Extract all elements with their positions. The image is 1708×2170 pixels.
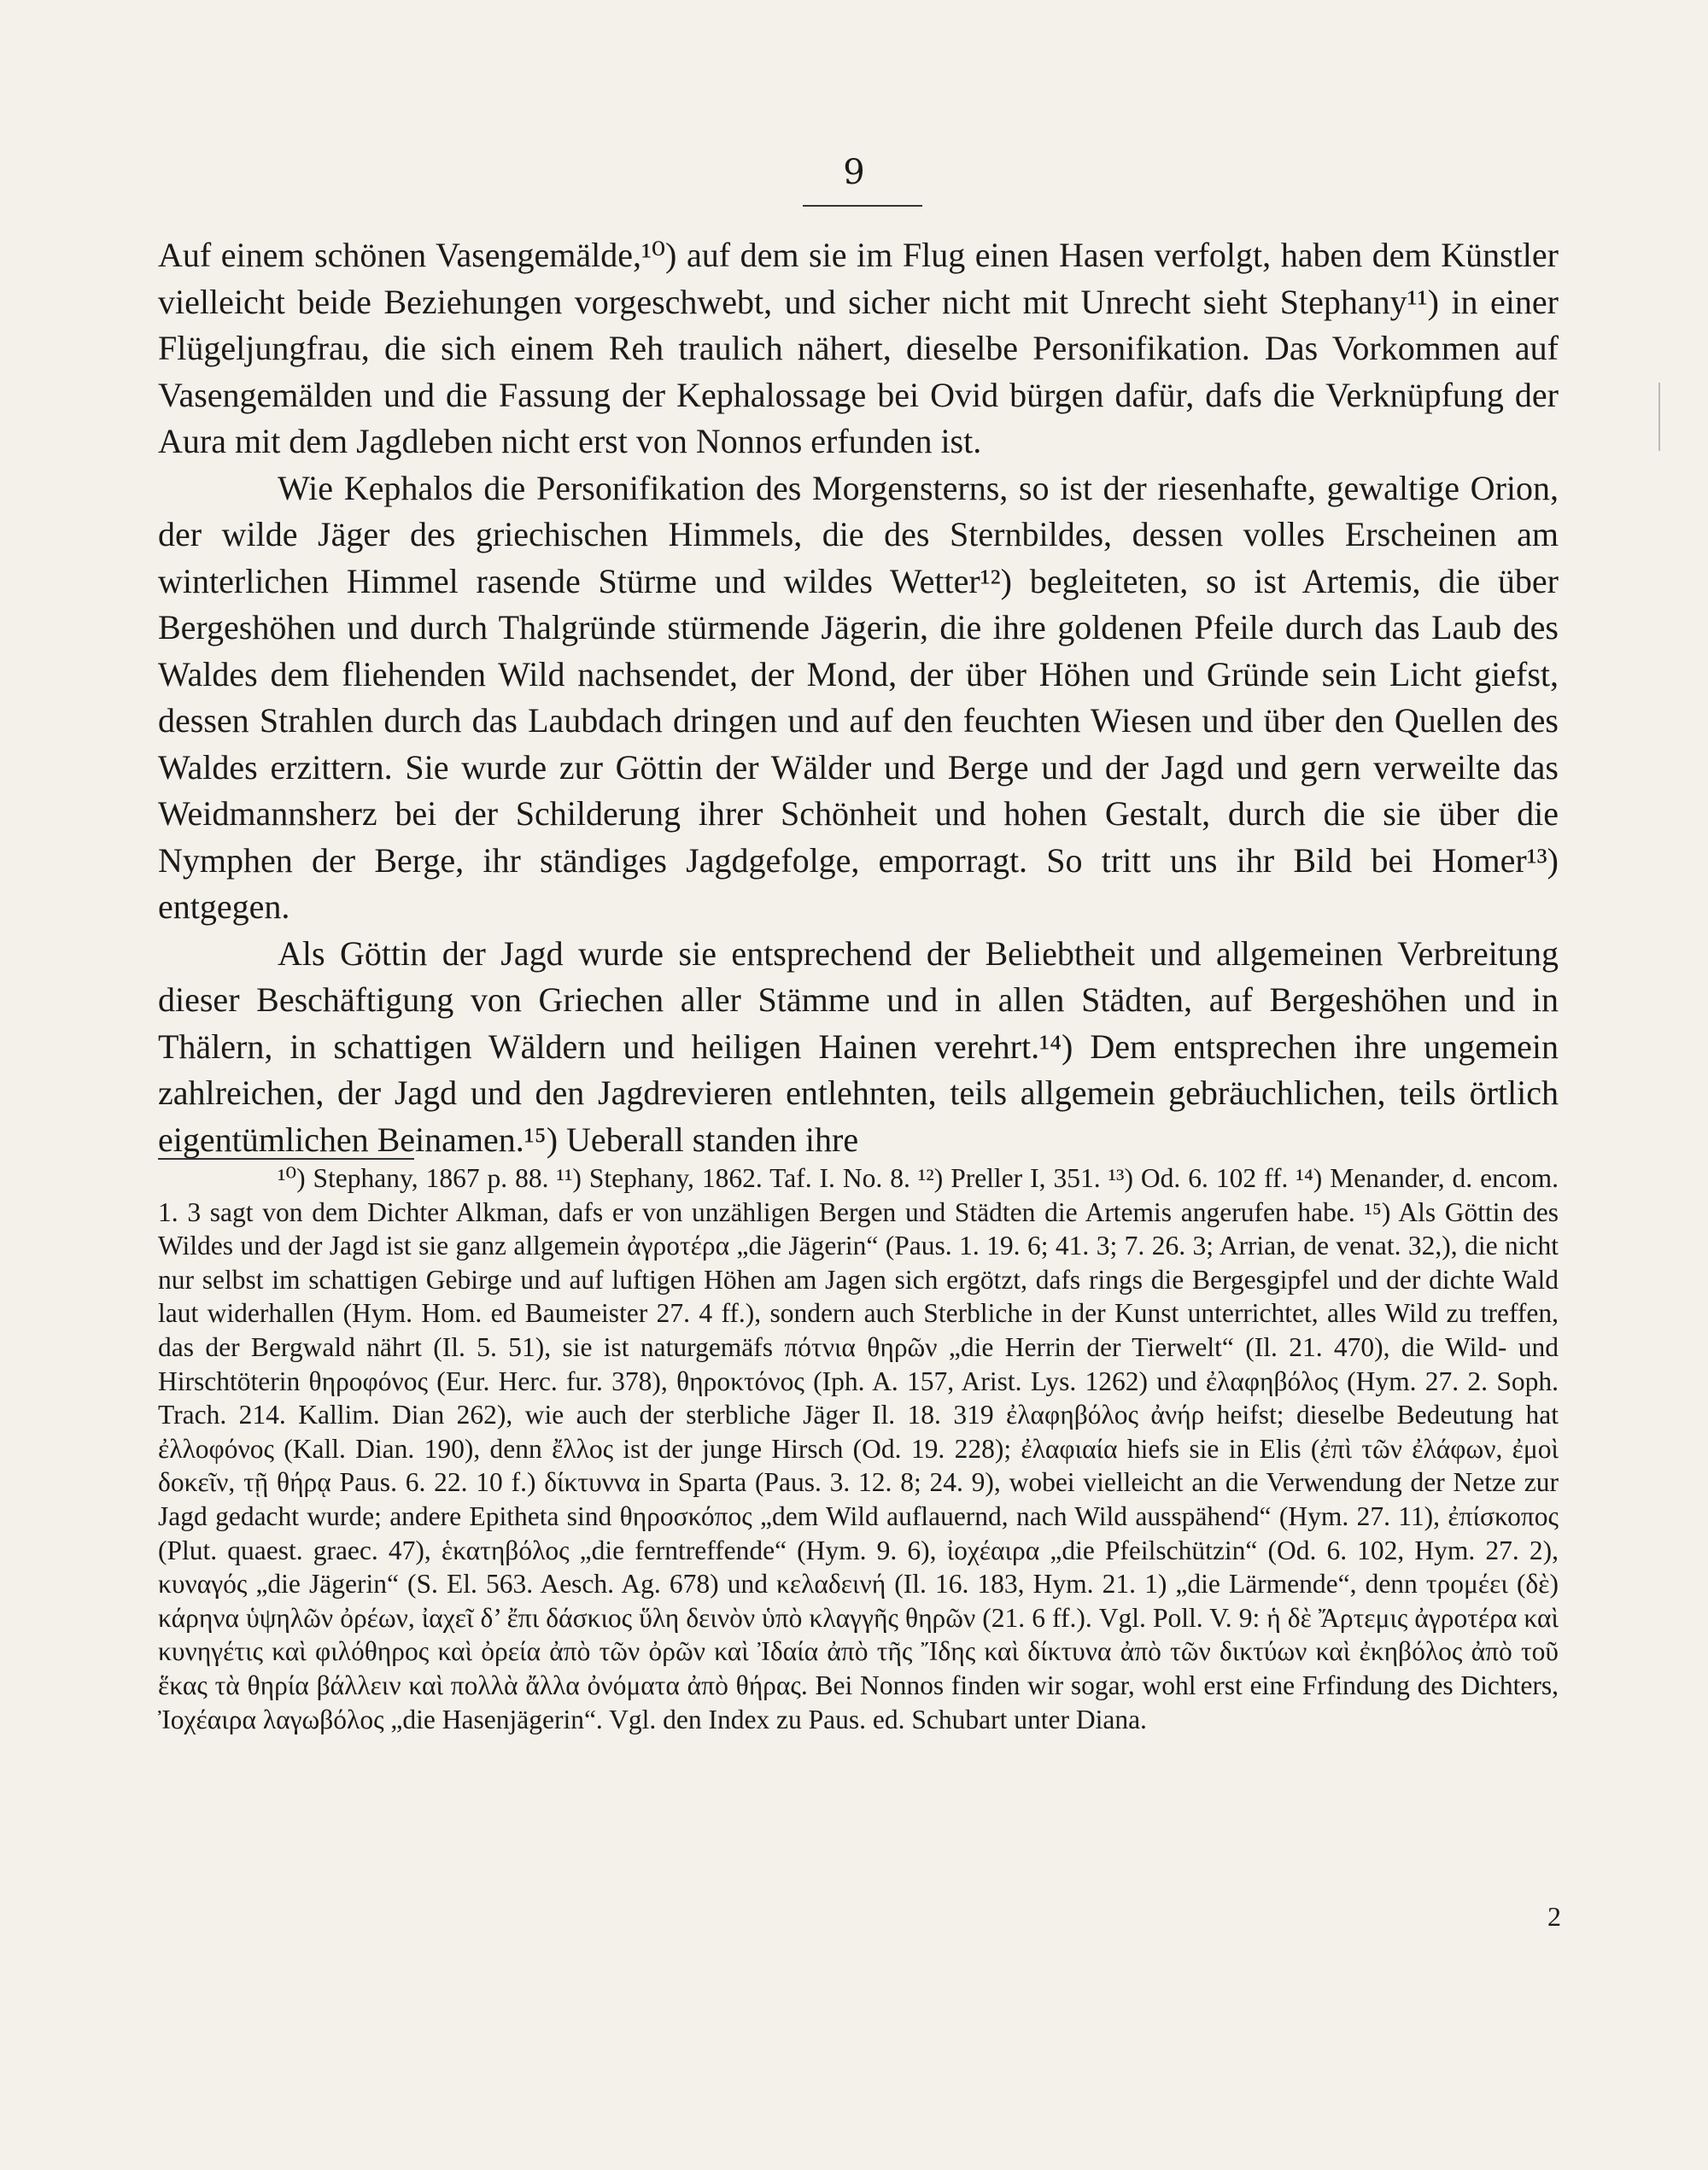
scan-edge-mark [1658, 383, 1660, 451]
paragraph-2: Wie Kephalos die Personifikation des Morgensterns, so ist der riesenhafte, gewaltige Orion, der wilde Jäger des griechischen Himmels, die des Sternbildes, dessen volles Erscheinen am winterlichen Himmel rasende Stürme und wildes Wetter¹²) begleiteten, so ist Artemis, die über Bergeshöhen und durch Thalgründe stürmende Jägerin, die ihre goldenen Pfeile durch das Laub des Waldes dem fliehenden Wild nachsendet, der Mond, der über Höhen und Gründe sein Licht giefst, dessen Strahlen durch das Laubdach dringen und auf den feuchten Wiesen und über den Quellen des Waldes erzittern. Sie wurde zur Göttin der Wälder und Berge und der Jagd und gern verweilte das Weidmannsherz bei der Schilderung ihrer Schönheit und hohen Gestalt, durch die sie über die Nymphen der Berge, ihr ständiges Jagdgefolge, emporragt. So tritt uns ihr Bild bei Homer¹³) entgegen. [158, 468, 1559, 926]
signature-mark: 2 [1547, 1901, 1561, 1932]
main-text [158, 232, 1559, 1163]
footnote-separator [158, 1158, 414, 1160]
paragraph-3: Als Göttin der Jagd wurde sie entsprechend der Beliebtheit und allgemeinen Verbreitung dieser Beschäftigung von Griechen aller Stämme und in allen Städten, auf Bergeshöhen und in Thälern, in schattigen Wäldern und heiligen Hainen verehrt.¹⁴) Dem entsprechen ihre ungemein zahlreichen, der Jagd und den Jagdrevieren entlehnten, teils allgemein gebräuchlichen, teils örtlich eigentümlichen Beinamen.¹⁵) Ueberall standen ihre [158, 933, 1559, 1159]
paragraph-1: Auf einem schönen Vasengemälde,¹⁰) auf dem sie im Flug einen Hasen verfolgt, haben dem Künstler vielleicht beide Beziehungen vorgeschwebt, und sicher nicht mit Unrecht sieht Stephany¹¹) in einer Flügeljungfrau, die sich einem Reh traulich nähert, dieselbe Personifikation. Das Vorkommen auf Vasengemälden und die Fassung der Kephalossage bei Ovid bürgen dafür, dafs die Verknüpfung der Aura mit dem Jagdleben nicht erst von Nonnos erfunden ist. [158, 236, 1559, 460]
page-number-rule [803, 205, 922, 207]
footnotes [158, 1161, 1559, 1736]
footnote-block: ¹⁰) Stephany, 1867 p. 88. ¹¹) Stephany, 1862. Taf. I. No. 8. ¹²) Preller I, 351. ¹³) Od. 6. 102 ff. ¹⁴) Menander, d. encom. 1. 3 sagt von dem Dichter Alkman, dafs er von unzähligen Bergen und Städten die Artemis angerufen habe. ¹⁵) Als Göttin des Wildes und der Jagd ist sie ganz allgemein ἀγροτέρα „die Jägerin“ (Paus. 1. 19. 6; 41. 3; 7. 26. 3; Arrian, de venat. 32,), die nicht nur selbst im schattigen Gebirge und auf luftigen Höhen am Jagen sich ergötzt, dafs rings die Bergesgipfel und der dichte Wald laut widerhallen (Hym. Hom. ed Baumeister 27. 4 ff.), sondern auch Sterbliche in der Kunst unterrichtet, alles Wild zu treffen, das der Bergwald nährt (Il. 5. 51), sie ist naturgemäfs πότνια θηρῶν „die Herrin der Tierwelt“ (Il. 21. 470), die Wild- und Hirschtöterin θηροφόνος (Eur. Herc. fur. 378), θηροκτόνος (Iph. A. 157, Arist. Lys. 1262) und ἐλαφηβόλος (Hym. 27. 2. Soph. Trach. 214. Kallim. Dian 262), wie auch der sterbliche Jäger Il. 18. 319 ἐλαφηβόλος ἀνήρ heifst; dieselbe Bedeutung hat ἐλλοφόνος (Kall. Dian. 190), denn ἔλλος ist der junge Hirsch (Od. 19. 228); ἐλαφιαία hiefs sie in Elis (ἐπὶ τῶν ἐλάφων, ἐμοὶ δοκεῖν, τῇ θήρᾳ Paus. 6. 22. 10 f.) δίκτυννα in Sparta (Paus. 3. 12. 8; 24. 9), wobei vielleicht an die Verwendung der Netze zur Jagd gedacht wurde; andere Epitheta sind θηροσκόπος „dem Wild auflauernd, nach Wild ausspähend“ (Hym. 27. 11), ἐπίσκοπος (Plut. quaest. graec. 47), ἑκατηβόλος „die ferntreffende“ (Hym. 9. 6), ἰοχέαιρα „die Pfeilschützin“ (Od. 6. 102, Hym. 27. 2), κυναγός „die Jägerin“ (S. El. 563. Aesch. Ag. 678) und κελαδεινή (Il. 16. 183, Hym. 21. 1) „die Lärmende“, denn τρομέει (δὲ) κάρηνα ὑψηλῶν ὀρέων, ἰαχεῖ δ’ ἔπι δάσκιος ὕλη δεινὸν ὑπὸ κλαγγῆς θηρῶν (21. 6 ff.). Vgl. Poll. V. 9: ἡ δὲ Ἄρτεμις ἀγροτέρα καὶ κυνηγέτις καὶ φιλόθηρος καὶ ὀρεία ἀπὸ τῶν ὀρῶν καὶ Ἰδαία ἀπὸ τῆς Ἴδης καὶ δίκτυνα ἀπὸ τῶν δικτύων καὶ ἐκηβόλος ἀπὸ τοῦ ἕκας τὰ θηρία βάλλειν καὶ πολλὰ ἄλλα ὀνόματα ἀπὸ θήρας. Bei Nonnos finden wir sogar, wohl erst eine Frfindung des Dichters, Ἰοχέαιρα λαγωβόλος „die Hasenjägerin“. Vgl. den Index zu Paus. ed. Schubart unter Diana. [158, 1163, 1559, 1734]
page-number: 9 [843, 153, 865, 192]
